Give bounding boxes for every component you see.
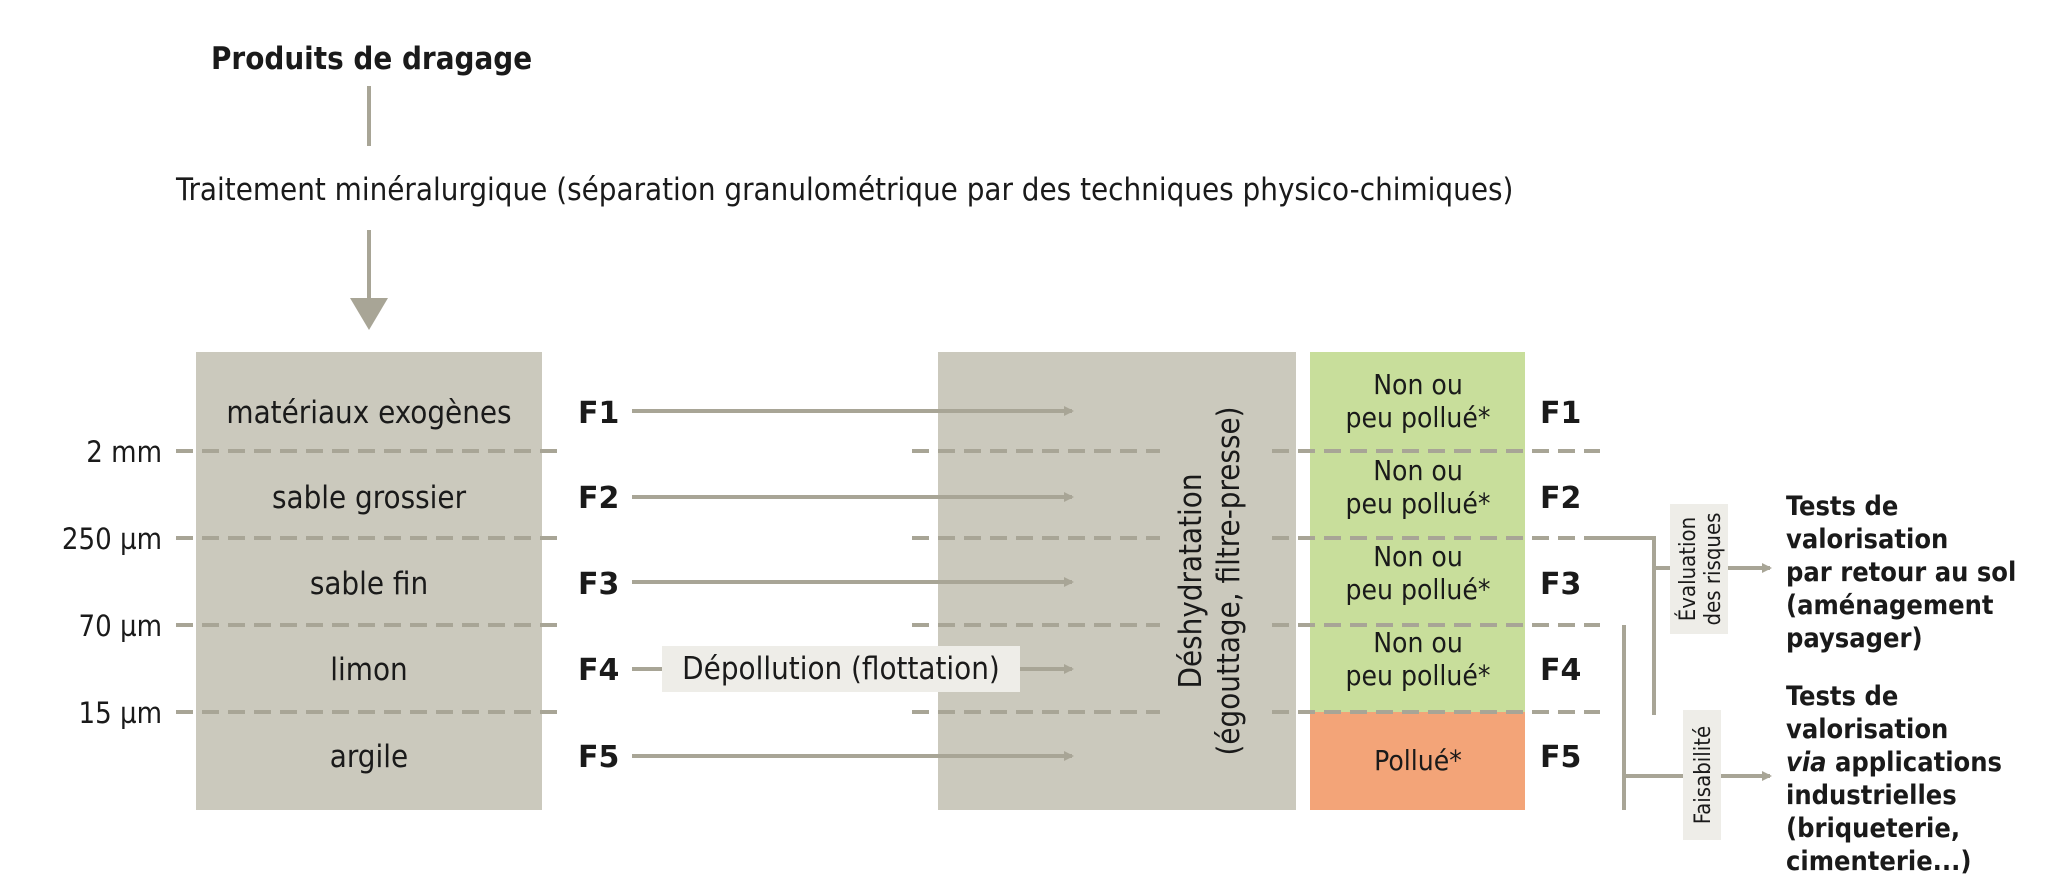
svg-text:des risques: des risques	[1701, 512, 1726, 626]
fraction-code-right: F4	[1540, 653, 1582, 688]
material-label: limon	[330, 652, 408, 688]
depollution-label: Dépollution (flottation)	[682, 651, 1000, 687]
material-label: sable fin	[309, 566, 429, 602]
svg-text:Déshydratation: Déshydratation	[1173, 473, 1209, 689]
tests-industry-label	[1786, 681, 2002, 877]
tests-soil-label	[1786, 491, 2016, 654]
svg-text:Tests de: Tests de	[1786, 491, 1899, 522]
svg-text:(égouttage, filtre-presse): (égouttage, filtre-presse)	[1211, 406, 1247, 756]
feasibility-label	[1691, 726, 1716, 824]
svg-text:valorisation: valorisation	[1786, 524, 1949, 555]
size-label: 15 µm	[78, 696, 162, 730]
fraction-code-right: F2	[1540, 481, 1582, 516]
svg-text:paysager): paysager)	[1786, 623, 1923, 654]
size-label: 2 mm	[86, 435, 162, 469]
material-label: sable grossier	[271, 480, 467, 516]
svg-text:cimenterie...): cimenterie...)	[1786, 846, 1972, 877]
svg-text:Tests de: Tests de	[1786, 681, 1899, 712]
fraction-code: F1	[578, 396, 620, 431]
status-label: Pollué*	[1374, 744, 1462, 777]
fraction-code: F3	[578, 567, 620, 602]
svg-text:peu pollué*: peu pollué*	[1345, 573, 1491, 606]
evaluation-label	[1675, 513, 1726, 626]
size-label: 70 µm	[78, 609, 162, 643]
svg-text:Évaluation: Évaluation	[1676, 516, 1701, 622]
diagram-title: Produits de dragage	[211, 41, 533, 77]
svg-text:industrielles: industrielles	[1786, 780, 1957, 811]
svg-text:par retour au sol: par retour au sol	[1786, 557, 2017, 588]
svg-text:peu pollué*: peu pollué*	[1345, 487, 1491, 520]
material-label: matériaux exogènes	[226, 395, 512, 431]
material-label: argile	[329, 739, 409, 775]
fraction-code: F2	[578, 481, 620, 516]
svg-text:peu pollué*: peu pollué*	[1345, 401, 1491, 434]
svg-text:Non ou: Non ou	[1373, 540, 1463, 573]
svg-text:Non ou: Non ou	[1373, 454, 1463, 487]
fraction-code-right: F3	[1540, 567, 1582, 602]
svg-text:peu pollué*: peu pollué*	[1345, 659, 1491, 692]
fraction-code-right: F5	[1540, 740, 1582, 775]
svg-text:Non ou: Non ou	[1373, 626, 1463, 659]
svg-text:via applications: via applications	[1786, 747, 2002, 778]
svg-text:Non ou: Non ou	[1373, 368, 1463, 401]
size-label: 250 µm	[61, 522, 162, 556]
fraction-code: F4	[578, 653, 620, 688]
svg-text:valorisation: valorisation	[1786, 714, 1949, 745]
svg-text:Faisabilité: Faisabilité	[1691, 725, 1716, 825]
svg-text:(aménagement: (aménagement	[1786, 590, 1994, 621]
svg-text:(briqueterie,: (briqueterie,	[1786, 813, 1961, 844]
fraction-code: F5	[578, 740, 620, 775]
treatment-label: Traitement minéralurgique (séparation granulométrique par des techniques physico-chimiques)	[176, 172, 1514, 208]
fraction-code-right: F1	[1540, 396, 1582, 431]
down-arrow-icon	[350, 298, 388, 330]
